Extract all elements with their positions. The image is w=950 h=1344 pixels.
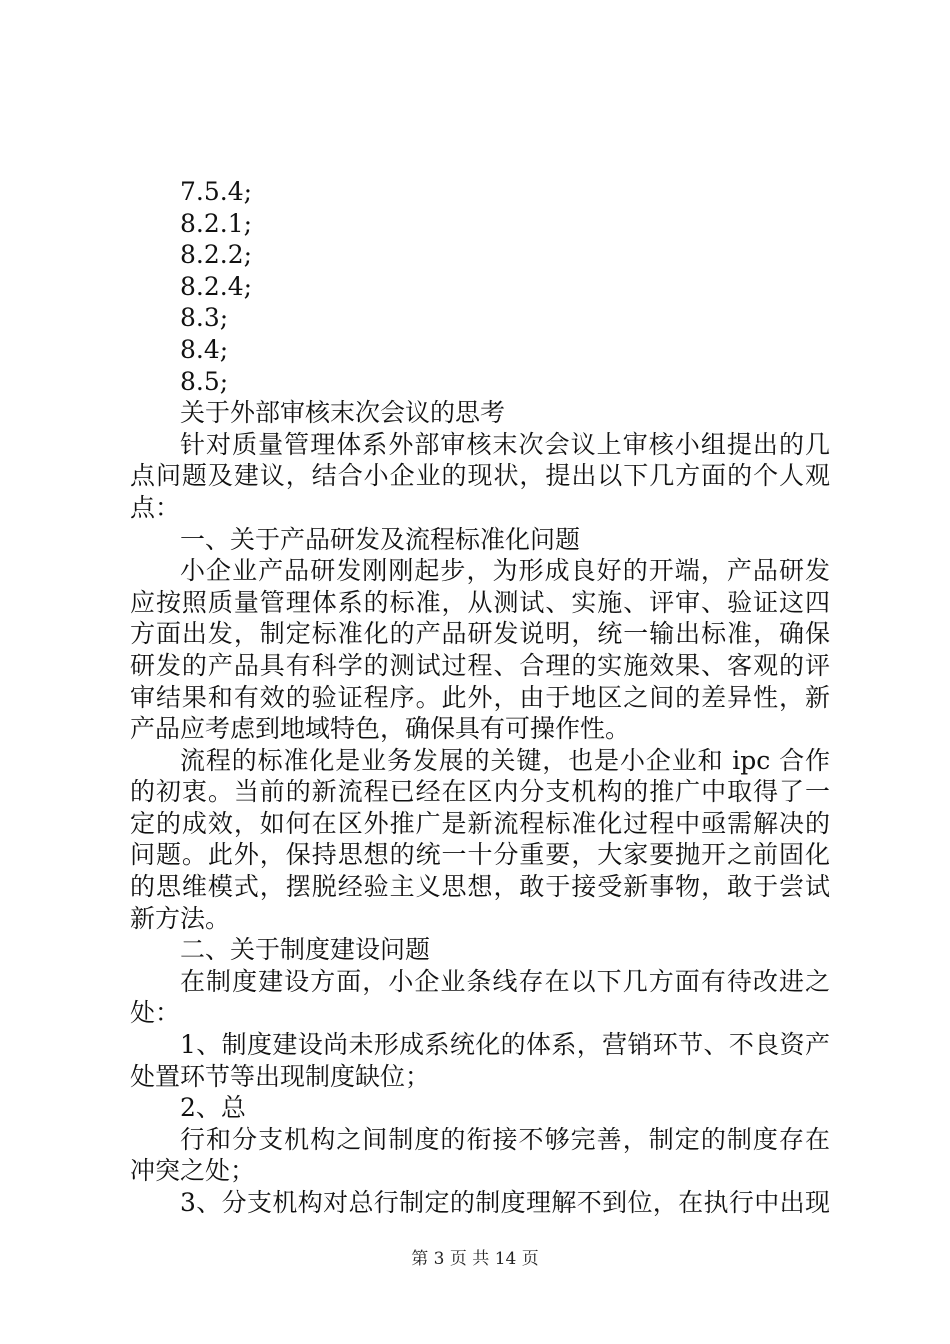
text-line: 点问题及建议，结合小企业的现状，提出以下几方面的个人观 xyxy=(130,461,830,491)
text-line: 研发的产品具有科学的测试过程、合理的实施效果、客观的评 xyxy=(130,650,830,680)
text-line: 定的成效，如何在区外推广是新流程标准化过程中亟需解决的 xyxy=(130,808,830,838)
text-line: 3、分支机构对总行制定的制度理解不到位，在执行中出现 xyxy=(180,1188,830,1217)
text-line: 的思维模式，摆脱经验主义思想，敢于接受新事物，敢于尝试 xyxy=(130,872,830,902)
text-line: 新方法。 xyxy=(130,903,231,933)
section-heading: 关于外部审核末次会议的思考 xyxy=(180,398,506,428)
text-line: 8.3; xyxy=(180,303,229,333)
text-line: 8.2.2; xyxy=(180,240,253,270)
text-line: 流程的标准化是业务发展的关键，也是小企业和 ipc 合作 xyxy=(180,745,830,775)
text-line: 的初衷。当前的新流程已经在区内分支机构的推广中取得了一 xyxy=(130,777,830,807)
text-line: 8.5; xyxy=(180,366,229,396)
text-line: 行和分支机构之间制度的衔接不够完善，制定的制度存在 xyxy=(180,1124,830,1154)
text-line: 处置环节等出现制度缺位； xyxy=(130,1061,431,1091)
text-line: 冲突之处； xyxy=(130,1156,256,1186)
text-line: 8.4; xyxy=(180,334,229,364)
text-line: 应按照质量管理体系的标准，从测试、实施、评审、验证这四 xyxy=(130,587,830,617)
text-line: 1、制度建设尚未形成系统化的体系，营销环节、不良资产 xyxy=(180,1030,830,1060)
text-line: 8.2.4; xyxy=(180,271,253,301)
text-line: 8.2.1; xyxy=(180,208,253,238)
section-heading: 一、关于产品研发及流程标准化问题 xyxy=(180,524,581,554)
text-line: 问题。此外，保持思想的统一十分重要，大家要抛开之前固化 xyxy=(130,840,830,870)
text-line: 针对质量管理体系外部审核末次会议上审核小组提出的几 xyxy=(180,429,830,459)
text-line: 小企业产品研发刚刚起步，为形成良好的开端，产品研发 xyxy=(180,556,830,586)
text-line: 7.5.4; xyxy=(180,177,253,206)
text-line: 方面出发，制定标准化的产品研发说明，统一输出标准，确保 xyxy=(130,619,830,649)
text-line: 处： xyxy=(130,998,181,1028)
document-body xyxy=(130,176,830,1219)
page-footer xyxy=(0,1244,950,1269)
text-line: 在制度建设方面，小企业条线存在以下几方面有待改进之 xyxy=(180,966,830,996)
text-line: 点： xyxy=(130,492,181,522)
text-line: 审结果和有效的验证程序。此外，由于地区之间的差异性，新 xyxy=(130,682,830,712)
text-line: 2、总 xyxy=(180,1093,246,1123)
text-line: 产品应考虑到地域特色，确保具有可操作性。 xyxy=(130,714,631,744)
section-heading: 二、关于制度建设问题 xyxy=(180,935,431,965)
page-number-label: 第 3 页 共 14 页 xyxy=(411,1249,539,1269)
